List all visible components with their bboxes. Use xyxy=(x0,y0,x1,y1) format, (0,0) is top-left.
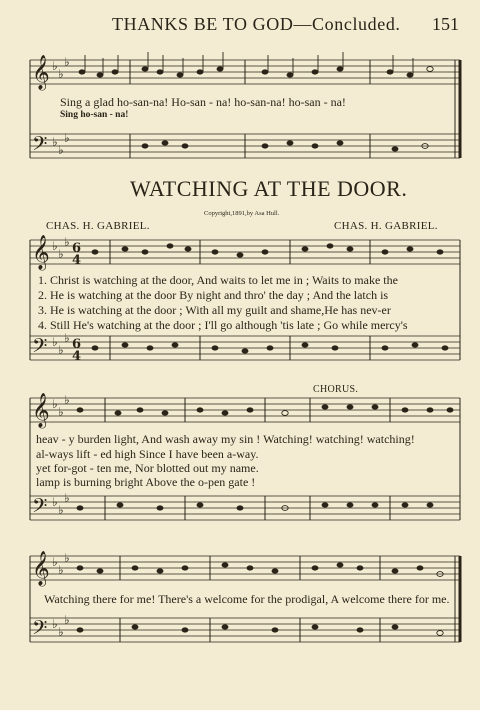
system2-lyric: al-ways lift - ed high Since I have been a-way. xyxy=(36,447,259,461)
svg-text:♭: ♭ xyxy=(64,235,70,249)
music-credit: CHAS. H. GABRIEL. xyxy=(334,220,438,232)
svg-text:4: 4 xyxy=(72,349,82,364)
svg-text:𝄢: 𝄢 xyxy=(32,616,48,644)
svg-text:♭: ♭ xyxy=(52,59,58,73)
top-system-bass-lyric: Sing ho-san - na! xyxy=(60,110,129,120)
system3-lyric: Watching there for me! There's a welcome for the prodigal, A welcome there for me. xyxy=(44,592,450,606)
svg-text:𝄢: 𝄢 xyxy=(32,132,48,160)
svg-text:6: 6 xyxy=(72,337,82,352)
svg-text:♭: ♭ xyxy=(58,625,64,639)
staff-s2-treble xyxy=(30,398,460,422)
chorus-label: CHORUS. xyxy=(313,384,359,395)
staff-s3-treble xyxy=(30,556,460,580)
running-title: THANKS BE TO GOD—Concluded. xyxy=(112,14,401,34)
svg-text:♭: ♭ xyxy=(64,131,70,145)
svg-text:♭: ♭ xyxy=(58,67,64,81)
svg-text:♭: ♭ xyxy=(64,491,70,505)
svg-text:6: 6 xyxy=(72,241,82,256)
svg-text:𝄞: 𝄞 xyxy=(32,393,50,428)
svg-text:♭: ♭ xyxy=(58,503,64,517)
svg-text:𝄢: 𝄢 xyxy=(32,334,48,362)
svg-text:♭: ♭ xyxy=(64,613,70,627)
svg-text:♭: ♭ xyxy=(52,495,58,509)
svg-text:𝄢: 𝄢 xyxy=(32,494,48,522)
words-credit: CHAS. H. GABRIEL. xyxy=(46,220,150,232)
verse-line: 1. Christ is watching at the door, And waits to let me in ; Waits to make the xyxy=(38,273,398,287)
page-number: 151 xyxy=(432,14,459,34)
hymn-title: WATCHING AT THE DOOR. xyxy=(130,176,408,201)
svg-text:♭: ♭ xyxy=(64,331,70,345)
svg-text:♭: ♭ xyxy=(52,617,58,631)
svg-text:4: 4 xyxy=(72,253,82,268)
svg-text:♭: ♭ xyxy=(58,143,64,157)
copyright-notice: Copyright,1891,by Asa Hull. xyxy=(204,210,280,217)
system2-lyric: heav - y burden light, And wash away my sin ! Watching! watching! watching! xyxy=(36,432,415,446)
verse-line: 4. Still He's watching at the door ; I'll go although 'tis late ; Go while mercy's xyxy=(38,318,408,332)
svg-text:♭: ♭ xyxy=(58,343,64,357)
svg-text:♭: ♭ xyxy=(52,555,58,569)
system2-lyric: lamp is burning bright Above the o-pen gate ! xyxy=(36,475,256,489)
svg-text:♭: ♭ xyxy=(64,393,70,407)
staff-s3-bass xyxy=(30,618,460,642)
verse-line: 2. He is watching at the door By night and thro' the day ; And the latch is xyxy=(38,288,389,302)
notes xyxy=(77,52,453,635)
svg-text:♭: ♭ xyxy=(58,247,64,261)
svg-text:♭: ♭ xyxy=(64,551,70,565)
svg-text:♭: ♭ xyxy=(64,55,70,69)
svg-text:𝄞: 𝄞 xyxy=(32,235,50,270)
svg-text:♭: ♭ xyxy=(58,563,64,577)
staff-s2-bass xyxy=(30,496,460,520)
svg-text:♭: ♭ xyxy=(52,135,58,149)
svg-text:𝄞: 𝄞 xyxy=(32,55,50,90)
svg-text:♭: ♭ xyxy=(52,397,58,411)
svg-text:♭: ♭ xyxy=(52,335,58,349)
verse-line: 3. He is watching at the door ; With all my guilt and shame,He has nev-er xyxy=(38,303,391,317)
svg-text:𝄞: 𝄞 xyxy=(32,551,50,586)
top-system-lyric: Sing a glad ho-san-na! Ho-san - na! ho-san-na! ho-san - na! xyxy=(60,95,346,109)
svg-text:♭: ♭ xyxy=(58,405,64,419)
system2-lyric: yet for-got - ten me, Nor blotted out my name. xyxy=(36,461,259,475)
svg-text:♭: ♭ xyxy=(52,239,58,253)
